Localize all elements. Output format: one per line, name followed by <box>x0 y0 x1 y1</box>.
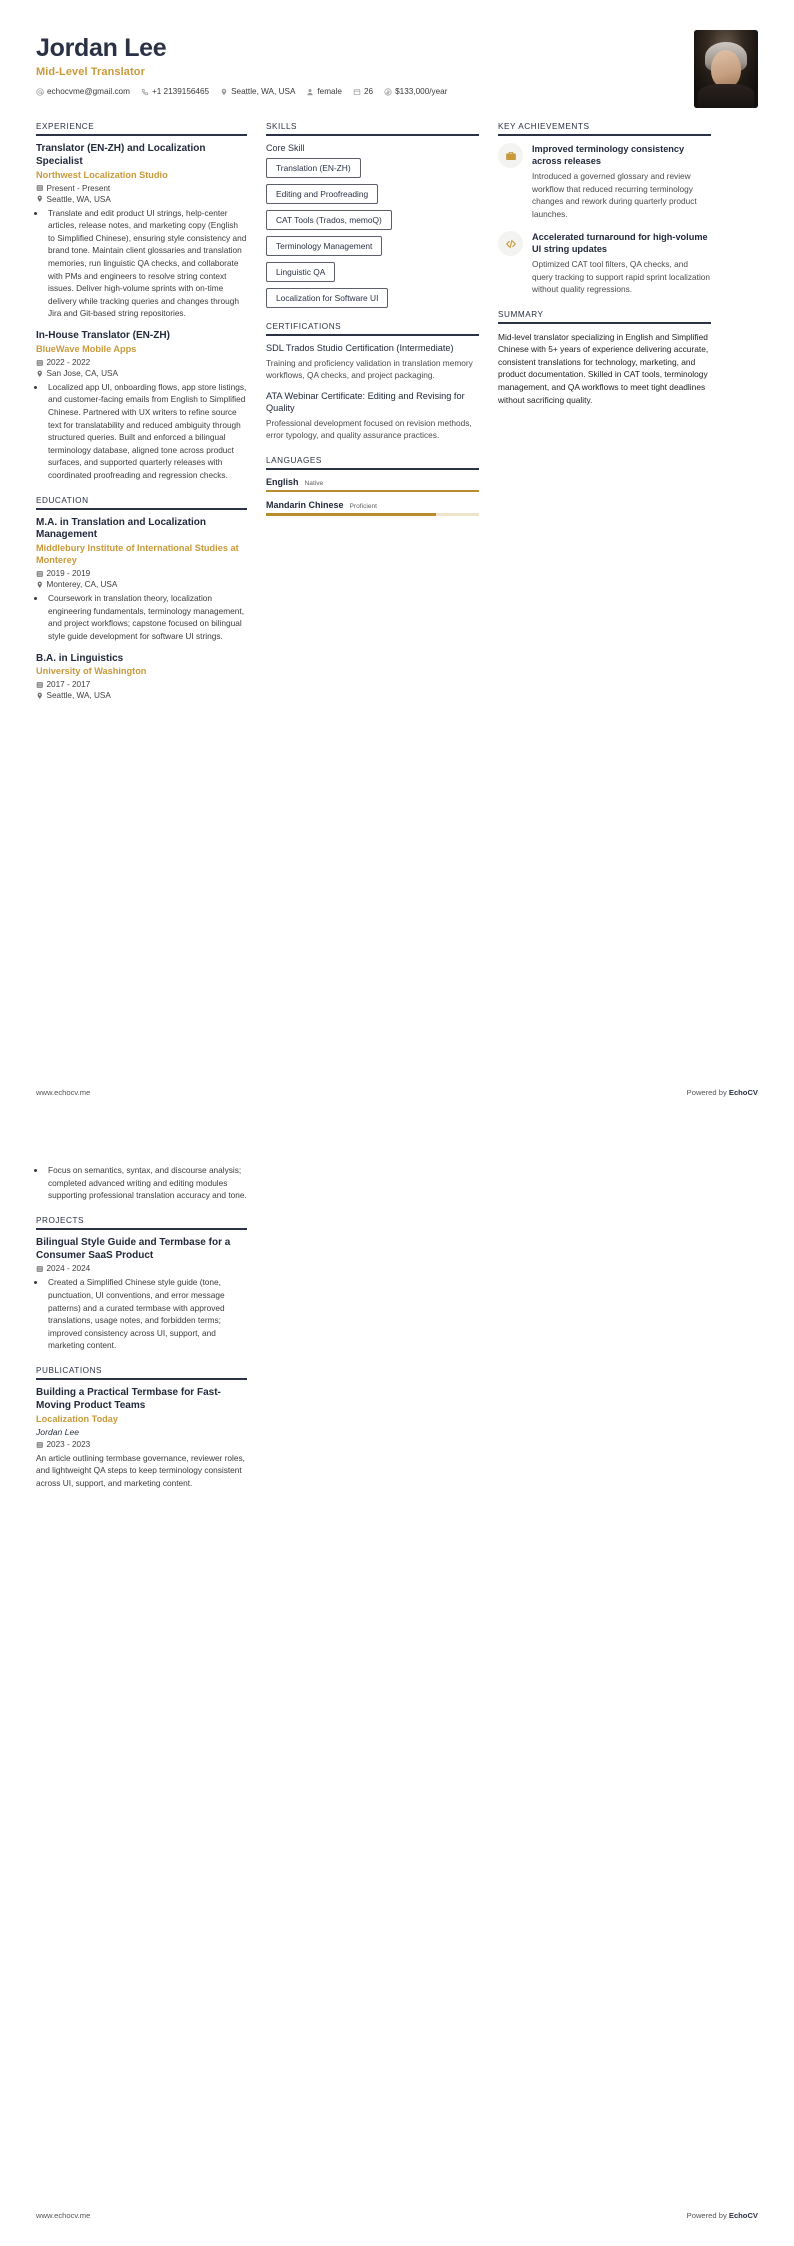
calendar-icon <box>36 570 44 578</box>
certification-item <box>266 391 479 442</box>
email-icon <box>36 88 44 96</box>
achievement-title: Accelerated turnaround for high-volume UI string updates <box>532 232 708 255</box>
certification-title: SDL Trados Studio Certification (Intermediate) <box>266 343 454 353</box>
bullet-item: • Localized app UI, onboarding flows, app store listings, and customer-facing emails from English to Simplified Chinese. Partnered with UX writers to refine source text for translatability and reduced ambiguity through structured queries. Built and enforced a bilingual terminology database, aligned tone across product surfaces, and supported quarterly releases with coordinated proofreading and regression checks. <box>46 381 247 482</box>
skill-chip-list <box>266 158 479 308</box>
project-bullets <box>46 1276 247 1352</box>
contact-gender-value: female <box>317 87 342 96</box>
location-icon <box>36 692 44 700</box>
section-divider <box>36 508 247 510</box>
section-divider <box>498 134 711 136</box>
contact-age <box>353 87 373 96</box>
footer-brand <box>687 2211 758 2220</box>
section-skills <box>266 122 479 308</box>
publication-dates-row <box>36 1440 247 1449</box>
page1-columns <box>0 114 794 714</box>
language-name: English <box>266 476 299 487</box>
publication-description: An article outlining termbase governance, reviewer roles, and lightweight QA steps to keep terminology consistent across UI, support, and marketing content. <box>36 1452 245 1489</box>
footer-website[interactable]: www.echocv.me <box>36 2211 91 2220</box>
candidate-job-title: Mid-Level Translator <box>36 66 145 78</box>
phone-icon <box>141 88 149 96</box>
language-proficiency-fill <box>266 490 479 493</box>
contact-email-value: echocvme@gmail.com <box>47 87 130 96</box>
language-name: Mandarin Chinese <box>266 500 344 511</box>
education-institution: Middlebury Institute of International Studies at Monterey <box>36 543 239 566</box>
right-column <box>498 122 711 420</box>
experience-location-row <box>36 195 247 204</box>
section-title-projects: PROJECTS <box>36 1215 85 1225</box>
education-dates: 2017 - 2017 <box>46 680 91 690</box>
education-location: Monterey, CA, USA <box>46 580 118 590</box>
section-title-skills: SKILLS <box>266 122 298 131</box>
experience-bullets <box>46 381 247 482</box>
language-item <box>266 477 479 493</box>
contact-phone-value: +1 2139156465 <box>151 87 210 96</box>
footer-powered-prefix: Powered by <box>686 1088 729 1097</box>
calendar-icon <box>353 88 361 96</box>
footer-brand-name: EchoCV <box>728 1088 758 1097</box>
avatar <box>694 30 758 108</box>
publication-author: Jordan Lee <box>36 1426 80 1437</box>
contact-salary <box>384 87 447 96</box>
section-title-publications: PUBLICATIONS <box>36 1366 103 1376</box>
candidate-name: Jordan Lee <box>36 34 167 62</box>
left-column <box>36 122 247 714</box>
experience-location: Seattle, WA, USA <box>46 194 111 204</box>
footer-brand <box>687 1088 758 1097</box>
language-level: Native <box>304 479 324 487</box>
bullet-item: • Created a Simplified Chinese style guide (tone, punctuation, UI conventions, and error message patterns) and a curated termbase with approved translations, usage notes, and forbidden terms; improved consistency across UI, support, and marketing content. <box>46 1276 247 1352</box>
experience-title: Translator (EN-ZH) and Localization Specialist <box>36 143 206 167</box>
calendar-icon <box>36 681 44 689</box>
education-item <box>36 653 247 701</box>
contact-location <box>220 87 295 96</box>
education-dates: 2019 - 2019 <box>46 569 91 579</box>
left-column-page2 <box>36 1161 247 1504</box>
achievement-item <box>498 143 711 220</box>
page-footer <box>36 2211 758 2220</box>
education-location-row <box>36 691 247 700</box>
achievement-title: Improved terminology consistency across releases <box>532 144 685 167</box>
footer-website[interactable]: www.echocv.me <box>36 1088 91 1097</box>
section-publications <box>36 1366 247 1490</box>
calendar-icon <box>36 184 44 192</box>
education-location: Seattle, WA, USA <box>46 691 111 701</box>
contact-email[interactable] <box>36 87 130 96</box>
education-institution: University of Washington <box>36 666 147 677</box>
education-degree: B.A. in Linguistics <box>36 652 124 664</box>
experience-organization: Northwest Localization Studio <box>36 169 168 180</box>
section-divider <box>498 322 711 324</box>
education-bullets <box>46 1164 247 1202</box>
language-item <box>266 500 479 516</box>
salary-icon <box>384 88 392 96</box>
avatar-face <box>711 50 741 88</box>
bullet-item: • Coursework in translation theory, localization engineering fundamentals, terminology management, and project workflows; capstone focused on bilingual style guide development for software UI strings. <box>46 592 247 642</box>
contact-salary-value: $133,000/year <box>395 87 448 96</box>
section-certifications <box>266 322 479 442</box>
education-bullets <box>46 592 247 642</box>
language-header <box>266 500 479 510</box>
education-location-row <box>36 580 247 589</box>
language-proficiency-fill <box>266 513 436 516</box>
section-title-education: EDUCATION <box>36 495 89 505</box>
experience-organization: BlueWave Mobile Apps <box>36 343 137 354</box>
project-item <box>36 1237 247 1352</box>
location-icon <box>36 370 44 378</box>
experience-dates-row <box>36 358 247 367</box>
person-icon <box>306 88 314 96</box>
skill-chip: Localization for Software UI <box>266 288 388 308</box>
publication-dates: 2023 - 2023 <box>46 1439 91 1449</box>
resume-header <box>0 0 794 114</box>
calendar-icon <box>36 359 44 367</box>
page2-columns <box>0 1123 794 1504</box>
section-languages <box>266 456 479 516</box>
bullet-item: • Focus on semantics, syntax, and discourse analysis; completed advanced writing and editing modules supporting professional translation accuracy and tone. <box>46 1164 247 1202</box>
experience-dates: 2022 - 2022 <box>46 357 91 367</box>
experience-dates: Present - Present <box>46 183 111 193</box>
certification-title: ATA Webinar Certificate: Editing and Revising for Quality <box>266 390 465 413</box>
experience-location-row <box>36 369 247 378</box>
achievement-item <box>498 231 711 296</box>
certification-description: Training and proficiency validation in translation memory workflows, QA checks, and project packaging. <box>266 357 473 381</box>
certification-item <box>266 343 479 382</box>
education-degree: M.A. in Translation and Localization Management <box>36 516 207 541</box>
skill-chip: Terminology Management <box>266 236 382 256</box>
calendar-icon <box>36 1265 44 1273</box>
section-education <box>36 496 247 701</box>
header-text-block <box>36 30 680 96</box>
location-icon <box>36 581 44 589</box>
achievement-body <box>532 143 711 220</box>
achievement-description: Introduced a governed glossary and review workflow that reduced recurring terminology changes and rework during quarterly product launches. <box>532 171 697 219</box>
footer-powered-prefix: Powered by <box>686 2211 729 2220</box>
achievement-body <box>532 231 711 296</box>
section-title-key-achievements: KEY ACHIEVEMENTS <box>498 122 590 131</box>
skill-chip: Editing and Proofreading <box>266 184 378 204</box>
middle-column <box>266 122 479 530</box>
location-icon <box>36 195 44 203</box>
section-title-languages: LANGUAGES <box>266 455 322 465</box>
project-title: Bilingual Style Guide and Termbase for a Consumer SaaS Product <box>36 1236 231 1261</box>
location-icon <box>220 88 228 96</box>
language-header <box>266 477 479 487</box>
contact-gender <box>306 87 342 96</box>
publication-item <box>36 1387 247 1490</box>
section-projects <box>36 1216 247 1352</box>
section-title-certifications: CERTIFICATIONS <box>266 322 342 331</box>
section-divider <box>36 134 247 136</box>
publication-title: Building a Practical Termbase for Fast-Moving Product Teams <box>36 1387 221 1411</box>
avatar-body <box>698 84 754 108</box>
skill-chip: CAT Tools (Trados, memoQ) <box>266 210 392 230</box>
section-divider <box>36 1228 247 1230</box>
footer-brand-name: EchoCV <box>728 2211 758 2220</box>
section-title-experience: EXPERIENCE <box>36 122 95 131</box>
experience-title: In-House Translator (EN-ZH) <box>36 330 170 342</box>
calendar-icon <box>36 1441 44 1449</box>
project-dates-row <box>36 1264 247 1273</box>
experience-location: San Jose, CA, USA <box>46 368 118 378</box>
skill-group-label: Core Skill <box>266 143 305 153</box>
language-proficiency-bar <box>266 490 479 493</box>
experience-item <box>36 143 247 320</box>
code-icon <box>498 231 523 256</box>
language-proficiency-bar <box>266 513 479 516</box>
education-continued <box>36 1164 247 1202</box>
experience-dates-row <box>36 184 247 193</box>
certification-description: Professional development focused on revision methods, error typology, and quality assurance practices. <box>266 417 472 441</box>
education-dates-row <box>36 680 247 689</box>
section-summary <box>498 310 711 407</box>
briefcase-icon <box>498 143 523 168</box>
skill-chip: Linguistic QA <box>266 262 335 282</box>
language-level: Proficient <box>349 503 378 511</box>
section-key-achievements <box>498 122 711 296</box>
contact-age-value: 26 <box>363 87 374 96</box>
section-experience <box>36 122 247 482</box>
experience-bullets <box>46 207 247 320</box>
section-divider <box>266 134 479 136</box>
project-dates: 2024 - 2024 <box>46 1264 91 1274</box>
contact-list <box>36 87 680 96</box>
experience-item <box>36 330 247 482</box>
summary-text: Mid-level translator specializing in English and Simplified Chinese with 5+ years of experience delivering accurate, consistent translations for technology, marketing, and product documentation. Skilled in CAT tools, terminology management, and QA workflows to meet tight deadlines without sacrificing quality. <box>498 331 709 405</box>
contact-phone[interactable] <box>141 87 209 96</box>
education-item <box>36 517 247 643</box>
section-divider <box>36 1378 247 1380</box>
skill-chip: Translation (EN-ZH) <box>266 158 361 178</box>
resume-page-2 <box>0 1123 794 2246</box>
section-title-summary: SUMMARY <box>498 309 544 319</box>
page-footer <box>36 1088 758 1097</box>
section-divider <box>266 468 479 470</box>
achievement-description: Optimized CAT tool filters, QA checks, and query tracking to support rapid sprint localization without quality regressions. <box>532 259 711 295</box>
education-dates-row <box>36 569 247 578</box>
publication-publisher: Localization Today <box>36 1413 119 1424</box>
section-divider <box>266 334 479 336</box>
contact-location-value: Seattle, WA, USA <box>231 87 296 96</box>
bullet-item: • Translate and edit product UI strings, help-center articles, release notes, and marketing copy (English to Simplified Chinese), ensuring style consistency and brand tone. Maintain client glossaries and translation memories, run linguistic QA checks, and collaborate with PMs and engineers to resolve string context issues. Deliver high-volume sprints with on-time delivery while tracking queries and changes through Jira and Git-based string repositories. <box>46 207 247 320</box>
